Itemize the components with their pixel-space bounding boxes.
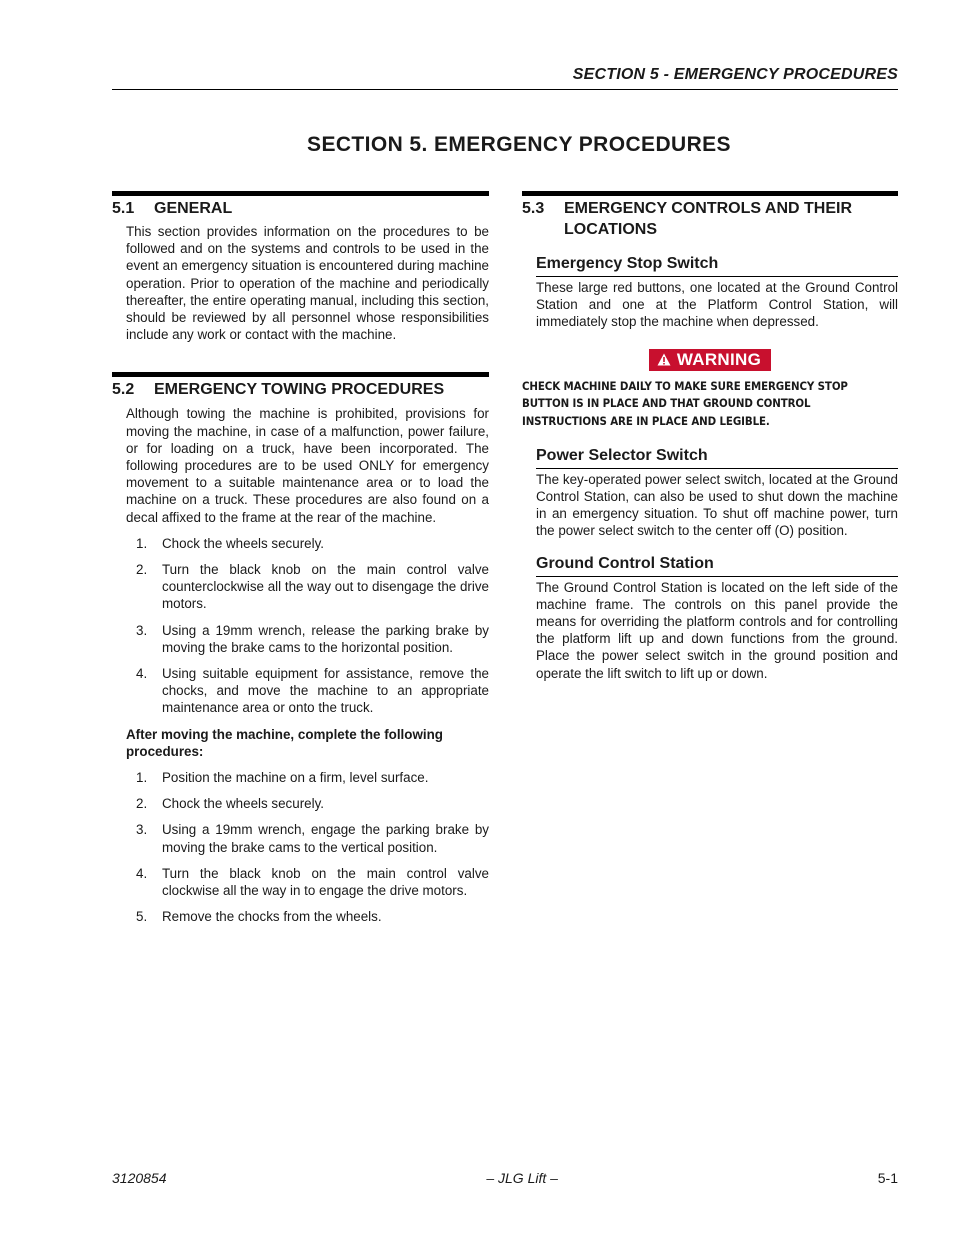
power-selector-heading: Power Selector Switch	[536, 446, 898, 469]
list-item	[136, 769, 489, 786]
section-title: EMERGENCY TOWING PROCEDURES	[154, 381, 445, 399]
list-item	[136, 622, 489, 656]
list-item	[136, 908, 489, 925]
warning-triangle-icon	[657, 353, 671, 366]
general-paragraph: This section provides information on the procedures to be followed and on the systems and controls to be used in the event an emergency situation is encountered during machine operation. Prior to operation of the machine and periodically thereafter, the entire operating manual, including this section, should be reviewed by all personnel whose responsibilities include any work or contact with the machine.	[126, 224, 489, 343]
after-steps-list	[112, 769, 489, 925]
section-rule	[522, 191, 898, 196]
warning-label: WARNING	[676, 349, 762, 369]
document-number: 3120854	[112, 1170, 167, 1186]
left-column	[112, 191, 489, 926]
header-rule	[112, 89, 898, 90]
step-text: Using a 19mm wrench, engage the parking brake by moving the brake cams to the vertical position.	[162, 822, 489, 855]
section-heading-5-3	[522, 198, 898, 240]
list-item	[136, 865, 489, 899]
list-item	[136, 795, 489, 812]
emergency-stop-heading: Emergency Stop Switch	[536, 254, 898, 277]
page-number: 5-1	[877, 1170, 898, 1186]
warning-badge	[649, 349, 771, 371]
page-title: SECTION 5. EMERGENCY PROCEDURES	[307, 133, 731, 156]
step-number: 2.	[136, 562, 148, 578]
running-header: SECTION 5 - EMERGENCY PROCEDURES	[572, 66, 898, 83]
step-text: Using a 19mm wrench, release the parking brake by moving the brake cams to the horizontal position.	[162, 622, 489, 655]
step-text: Using suitable equipment for assistance, remove the chocks, and move the machine to an appropriate maintenance area or onto the truck.	[162, 666, 489, 716]
footer-brand: – JLG Lift –	[486, 1170, 558, 1186]
step-number: 3.	[136, 822, 148, 838]
ground-control-heading: Ground Control Station	[536, 554, 898, 577]
right-column	[522, 191, 898, 682]
section-number: 5.1	[112, 200, 135, 217]
list-item	[136, 821, 489, 855]
step-text: Turn the black knob on the main control valve clockwise all the way in to engage the drive motors.	[162, 865, 489, 899]
step-number: 2.	[136, 796, 148, 812]
step-text: Position the machine on a firm, level surface.	[162, 770, 429, 786]
emergency-stop-paragraph: These large red buttons, one located at the Ground Control Station and one at the Platform Control Station, will immediately stop the machine when depressed.	[536, 280, 898, 330]
towing-steps-list	[112, 535, 489, 717]
list-item	[136, 535, 489, 552]
section-rule	[112, 372, 489, 377]
step-text: Turn the black knob on the main control valve counterclockwise all the way out to disengage the drive motors.	[162, 562, 489, 612]
power-selector-paragraph: The key-operated power select switch, located at the Ground Control Station, can also be used to shut down the machine in an emergency situation. To shut off machine power, turn the power select switch to the center off (O) position.	[536, 471, 898, 539]
warning-text: CHECK MACHINE DAILY TO MAKE SURE EMERGENCY STOP BUTTON IS IN PLACE AND THAT GROUND CONTROL INSTRUCTIONS ARE IN PLACE AND LEGIBLE.	[522, 379, 848, 428]
step-text: Remove the chocks from the wheels.	[162, 909, 382, 925]
step-number: 1.	[136, 535, 148, 551]
section-rule	[112, 191, 489, 196]
section-heading-5-2	[112, 379, 489, 400]
section-heading-5-1	[112, 198, 489, 219]
section-number: 5.3	[522, 200, 545, 217]
page-footer	[112, 1170, 898, 1186]
step-number: 5.	[136, 909, 148, 925]
step-number: 1.	[136, 770, 148, 786]
step-text: Chock the wheels securely.	[162, 796, 325, 812]
ground-control-paragraph: The Ground Control Station is located on the left side of the machine frame. The controls on this panel provide the means for overriding the platform controls and for controlling the platform lift up and down functions from the ground. Place the power select switch in the ground position and operate the lift switch to lift up or down.	[536, 579, 898, 681]
section-title: GENERAL	[154, 200, 233, 217]
after-moving-heading: After moving the machine, complete the following procedures:	[126, 726, 443, 759]
step-number: 4.	[136, 666, 148, 682]
list-item	[136, 665, 489, 717]
step-number: 4.	[136, 865, 148, 881]
section-number: 5.2	[112, 381, 135, 399]
list-item	[136, 561, 489, 613]
towing-paragraph: Although towing the machine is prohibited, provisions for moving the machine, in case of a malfunction, power failure, or for loading on a truck, have been incorporated. The following procedures are to be used ONLY for emergency movement to a suitable maintenance area or to load the machine on a truck. These procedures are also found on a decal affixed to the frame at the rear of the machine.	[126, 406, 489, 525]
warning-label-row	[522, 349, 898, 372]
step-text: Chock the wheels securely.	[162, 535, 325, 551]
step-number: 3.	[136, 622, 148, 638]
section-title: EMERGENCY CONTROLS AND THEIR LOCATIONS	[564, 200, 853, 238]
